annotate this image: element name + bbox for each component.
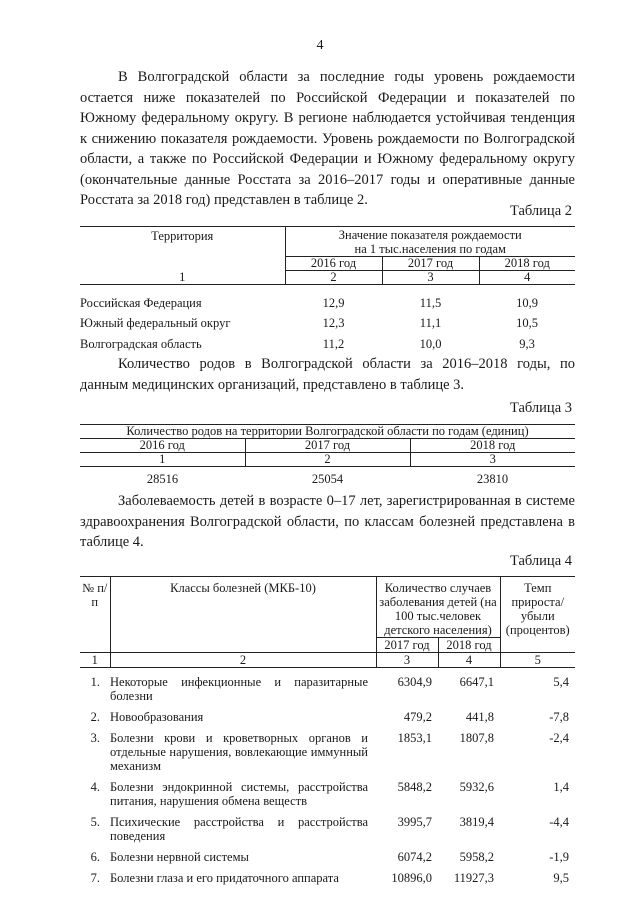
row-value: 11,5 xyxy=(419,296,442,310)
row-value-2017: 5848,2 xyxy=(397,780,432,794)
header-year: 2017 год xyxy=(245,439,410,453)
header-value-line2: на 1 тыс.населения по годам xyxy=(354,242,506,256)
row-rate: -4,4 xyxy=(549,815,569,829)
column-number: 3 xyxy=(410,453,575,467)
row-value-2017: 6304,9 xyxy=(397,675,432,689)
row-territory: Южный федеральный округ xyxy=(80,316,231,330)
row-rate: 9,5 xyxy=(553,871,569,885)
row-value-2017: 10896,0 xyxy=(391,871,432,885)
header-year: 2016 год xyxy=(285,257,382,271)
row-number: 4. xyxy=(90,780,100,794)
row-value: 11,2 xyxy=(322,337,345,351)
row-number: 1. xyxy=(90,675,100,689)
row-value-2017: 6074,2 xyxy=(397,850,432,864)
header-no: № п/п xyxy=(80,577,110,653)
header-value-line1: Значение показателя рождаемости xyxy=(338,228,522,242)
table-row xyxy=(80,845,575,866)
paragraph-morbidity xyxy=(80,491,575,553)
table3-caption: Таблица 3 xyxy=(509,400,572,416)
header-year: 2017 год xyxy=(376,638,438,653)
table-births xyxy=(80,424,575,487)
column-number: 5 xyxy=(500,653,575,668)
table-row xyxy=(80,866,575,887)
row-value-2018: 11927,3 xyxy=(453,871,494,885)
row-rate: -2,4 xyxy=(549,731,569,745)
table-morbidity xyxy=(80,576,575,887)
column-number: 1 xyxy=(80,271,285,285)
header-class: Классы болезней (МКБ-10) xyxy=(110,577,376,653)
table-row xyxy=(80,314,575,335)
table-row xyxy=(80,467,575,488)
header-year: 2017 год xyxy=(382,257,479,271)
header-value xyxy=(285,227,575,257)
row-value: 12,3 xyxy=(322,316,345,330)
column-number: 4 xyxy=(438,653,500,668)
row-rate: -7,8 xyxy=(549,710,569,724)
row-value-2017: 479,2 xyxy=(403,710,432,724)
row-value: 11,1 xyxy=(419,316,442,330)
row-territory: Волгоградская область xyxy=(80,337,202,351)
header-count: Количество случаев заболевания детей (на 100 тыс.человек детского населения) xyxy=(376,577,500,638)
row-value: 23810 xyxy=(476,472,509,486)
row-number: 6. xyxy=(90,850,100,864)
row-class-name: Психические расстройства и расстройства поведения xyxy=(110,815,368,843)
column-number: 3 xyxy=(376,653,438,668)
row-value: 10,0 xyxy=(419,337,442,351)
paragraph-births xyxy=(80,354,575,395)
row-class-name: Болезни глаза и его придаточного аппарата xyxy=(110,871,339,885)
column-number: 4 xyxy=(479,271,575,285)
row-rate: 1,4 xyxy=(553,780,569,794)
header-year: 2018 год xyxy=(438,638,500,653)
row-value: 10,5 xyxy=(516,316,538,330)
table-row xyxy=(80,705,575,726)
row-value-2018: 5932,6 xyxy=(459,780,494,794)
row-class-name: Некоторые инфекционные и паразитарные болезни xyxy=(110,675,368,703)
table2-caption: Таблица 2 xyxy=(509,203,572,219)
header-rate: Темп прироста/ убыли (процентов) xyxy=(500,577,575,653)
column-number: 2 xyxy=(110,653,376,668)
row-class-name: Болезни крови и кроветворных органов и отдельные нарушения, вовлекающие иммунный механизм xyxy=(110,731,368,773)
row-rate: -1,9 xyxy=(549,850,569,864)
row-value-2018: 6647,1 xyxy=(459,675,494,689)
row-class-name: Новообразования xyxy=(110,710,204,724)
column-number: 1 xyxy=(80,653,110,668)
header-year: 2018 год xyxy=(479,257,575,271)
row-value-2018: 5958,2 xyxy=(459,850,494,864)
table-row xyxy=(80,335,575,352)
paragraph-text: Количество родов в Волгоградской области за 2016–2018 годы, по данным медицинских организаций, представлено в таблице 3. xyxy=(80,356,575,393)
header-territory: Территория xyxy=(80,227,285,271)
table-row xyxy=(80,668,575,706)
row-value: 9,3 xyxy=(519,337,535,351)
table4-caption: Таблица 4 xyxy=(509,553,572,569)
paragraph-text: Заболеваемость детей в возрасте 0–17 лет, зарегистрированная в системе здравоохранения Волгоградской области, по классам болезней представлена в таблице 4. xyxy=(80,493,575,550)
row-number: 3. xyxy=(90,731,100,745)
row-value: 12,9 xyxy=(322,296,345,310)
row-value-2017: 1853,1 xyxy=(397,731,432,745)
header-year: 2018 год xyxy=(410,439,575,453)
row-class-name: Болезни нервной системы xyxy=(110,850,249,864)
row-territory: Российская Федерация xyxy=(80,296,202,310)
row-number: 5. xyxy=(90,815,100,829)
row-value: 25054 xyxy=(311,472,344,486)
row-value-2018: 441,8 xyxy=(465,710,494,724)
row-value: 10,9 xyxy=(516,296,538,310)
row-value-2017: 3995,7 xyxy=(397,815,432,829)
table-row xyxy=(80,285,575,315)
column-number: 3 xyxy=(382,271,479,285)
table-row xyxy=(80,775,575,810)
paragraph-birth-rate xyxy=(80,67,575,211)
table-row xyxy=(80,810,575,845)
column-number: 1 xyxy=(80,453,245,467)
row-rate: 5,4 xyxy=(553,675,569,689)
header-year: 2016 год xyxy=(80,439,245,453)
row-value: 28516 xyxy=(146,472,179,486)
paragraph-text: В Волгоградской области за последние годы уровень рождаемости остается ниже показателей по Российской Федерации и показателей по Южному федеральному округу. В регионе наблюдается устойчивая тенденция к снижению показателя рождаемости. Уровень рождаемости по Волгоградской области, а также по Российской Федерации и Южному федеральному округу (окончательные данные Росстата за 2016–2017 годы и оперативные данные Росстата за 2018 год) представлен в таблице 2. xyxy=(80,69,575,208)
row-value-2018: 1807,8 xyxy=(459,731,494,745)
row-number: 2. xyxy=(90,710,100,724)
row-value-2018: 3819,4 xyxy=(459,815,494,829)
row-class-name: Болезни эндокринной системы, расстройства питания, нарушения обмена веществ xyxy=(110,780,368,808)
table-row xyxy=(80,726,575,775)
header-births: Количество родов на территории Волгоградской области по годам (единиц) xyxy=(80,425,575,439)
column-number: 2 xyxy=(245,453,410,467)
row-number: 7. xyxy=(90,871,100,885)
page-number: 4 xyxy=(316,38,324,53)
table-birth-rate xyxy=(80,226,575,352)
column-number: 2 xyxy=(285,271,382,285)
